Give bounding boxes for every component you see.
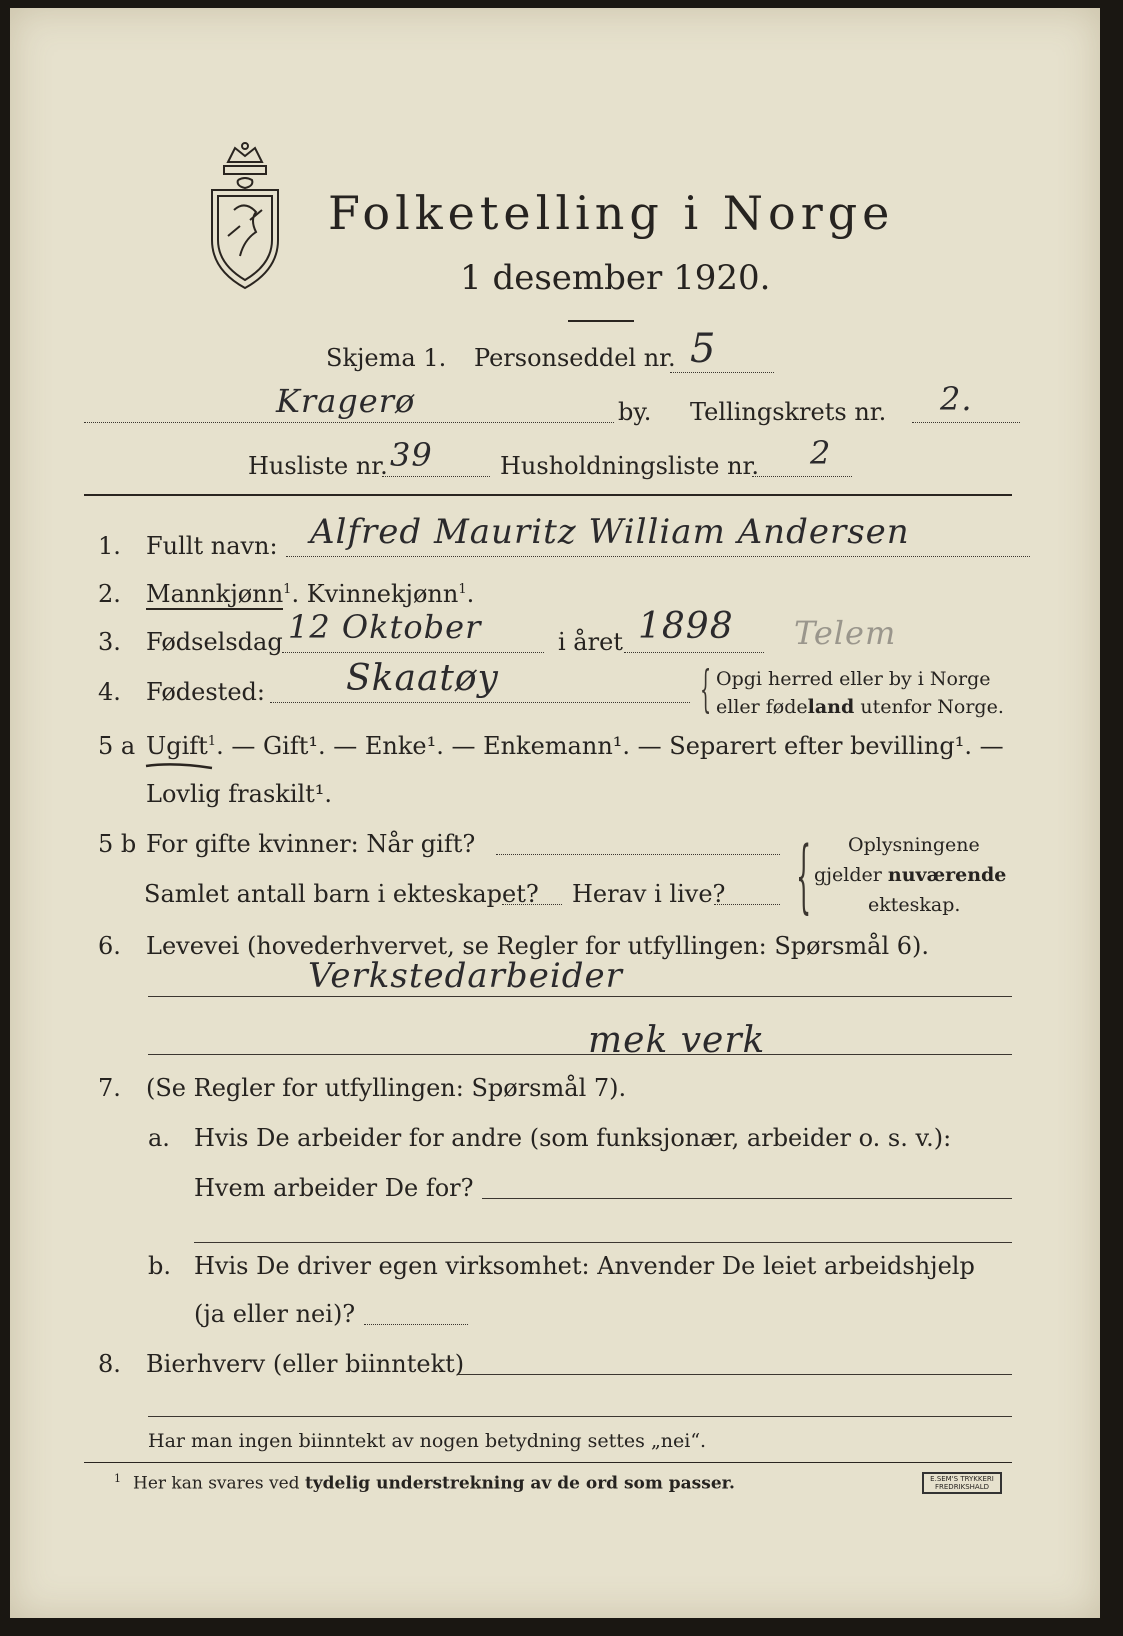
form-title: Folketelling i Norge <box>328 186 895 240</box>
q8-label: Bierhverv (eller biinntekt) <box>146 1350 465 1378</box>
skjema-label: Skjema 1. <box>326 344 447 372</box>
q2-male-option: Mannkjønn <box>146 580 284 608</box>
personseddel-dotted-line <box>670 372 774 373</box>
q3-day-value: 12 Oktober <box>288 608 482 646</box>
q4-note-line1: Opgi herred eller by i Norge <box>716 668 991 690</box>
q2-sex-options: Mannkjønn$^1$. Kvinnekjønn$^1$. <box>146 580 475 608</box>
q1-number: 1. <box>98 532 121 560</box>
q7b-dotted-line <box>364 1324 468 1325</box>
husholdning-dotted-line <box>752 476 852 477</box>
personseddel-label: Personseddel nr. <box>474 344 676 372</box>
q2-number: 2. <box>98 580 121 608</box>
husholdning-label: Husholdningsliste nr. <box>500 452 759 480</box>
q5b-children-label: Samlet antall barn i ekteskapet? <box>144 880 539 908</box>
q6-line2 <box>148 1054 1012 1055</box>
coat-of-arms-icon <box>200 140 290 290</box>
q4-dotted-line <box>270 702 690 703</box>
q4-note-line2: eller fødeland utenfor Norge. <box>716 696 1004 718</box>
census-date: 1 desember 1920. <box>460 258 771 298</box>
q3-day-dotted-line <box>282 652 544 653</box>
husliste-value: 39 <box>390 436 433 474</box>
q4-birthplace-value: Skaatøy <box>346 658 499 699</box>
q8-number: 8. <box>98 1350 121 1378</box>
by-dotted-line <box>84 422 614 423</box>
husliste-dotted-line <box>382 476 490 477</box>
q7-label: (Se Regler for utfyllingen: Spørsmål 7). <box>146 1074 627 1102</box>
tellingskrets-label: Tellingskrets nr. <box>690 398 887 426</box>
q7a-answer-line1 <box>482 1198 1012 1199</box>
q5b-children-dotted-line <box>502 904 562 905</box>
q5b-note-line2: gjelder nuværende <box>814 864 1007 886</box>
q6-workplace-value: mek verk <box>588 1020 766 1061</box>
census-form-sheet <box>10 8 1100 1618</box>
husholdning-value: 2 <box>810 434 832 472</box>
footnote: $^1$ Her kan svares ved tydelig understrekning av de ord som passer. <box>114 1472 735 1494</box>
by-value: Kragerø <box>276 382 416 420</box>
q6-occupation-value: Verkstedarbeider <box>308 956 623 996</box>
q3-year-label: i året <box>558 628 623 656</box>
q3-year-dotted-line <box>624 652 764 653</box>
q6-line1 <box>148 996 1012 997</box>
q8-answer-line1 <box>458 1374 1012 1375</box>
q5a-options: Ugift$^1$. — Gift¹. — Enke¹. — Enkemann¹. — Separert efter bevilling¹. — <box>146 732 1004 760</box>
q5b-note-line1: Oplysningene <box>848 834 980 856</box>
title-divider <box>568 320 634 322</box>
q1-full-name-value: Alfred Mauritz William Andersen <box>310 512 910 552</box>
q1-label: Fullt navn: <box>146 532 278 560</box>
q7-number: 7. <box>98 1074 121 1102</box>
q5b-note-line3: ekteskap. <box>868 894 961 916</box>
q7b-line1: Hvis De driver egen virksomhet: Anvender De leiet arbeidshjelp <box>194 1252 975 1280</box>
q7b-letter: b. <box>148 1252 171 1280</box>
personseddel-value: 5 <box>690 326 717 372</box>
q1-dotted-line <box>286 556 1030 557</box>
q7a-line2: Hvem arbeider De for? <box>194 1174 474 1202</box>
income-note: Har man ingen biinntekt av nogen betydning settes „nei“. <box>148 1430 707 1452</box>
q5a-ugift-underline <box>144 760 214 772</box>
q5b-number: 5 b <box>98 830 137 858</box>
husliste-label: Husliste nr. <box>248 452 388 480</box>
q8-answer-line2 <box>148 1416 1012 1417</box>
tellingskrets-dotted-line <box>912 422 1020 423</box>
q4-number: 4. <box>98 678 121 706</box>
q4-label: Fødested: <box>146 678 265 706</box>
q7a-line1: Hvis De arbeider for andre (som funksjonær, arbeider o. s. v.): <box>194 1124 952 1152</box>
q5b-alive-dotted-line <box>714 904 780 905</box>
header-rule <box>84 494 1012 496</box>
footer-rule <box>84 1462 1012 1463</box>
tellingskrets-value: 2. <box>940 380 973 418</box>
q3-extra-note: Telem <box>794 614 897 652</box>
q3-year-value: 1898 <box>638 606 734 647</box>
q5b-alive-label: Herav i live? <box>572 880 726 908</box>
q6-label: Levevei (hovederhvervet, se Regler for utfyllingen: Spørsmål 6). <box>146 932 930 960</box>
q5b-when-dotted-line <box>496 854 780 855</box>
q5a-line2: Lovlig fraskilt¹. <box>146 780 333 808</box>
q3-label: Fødselsdag <box>146 628 283 656</box>
q6-number: 6. <box>98 932 121 960</box>
q7a-letter: a. <box>148 1124 170 1152</box>
q7a-answer-line2 <box>194 1242 1012 1243</box>
q7b-line2: (ja eller nei)? <box>194 1300 356 1328</box>
q4-brace: { <box>700 660 712 718</box>
q5b-line1: For gifte kvinner: Når gift? <box>146 830 476 858</box>
q2-female-option: Kvinnekjønn <box>306 580 459 608</box>
q3-number: 3. <box>98 628 121 656</box>
q5a-ugift-option: Ugift <box>146 732 208 760</box>
by-label: by. <box>618 398 652 426</box>
q5b-brace: { <box>796 829 812 922</box>
printer-stamp: E.SEM'S TRYKKERI FREDRIKSHALD <box>922 1472 1002 1494</box>
q5a-number: 5 a <box>98 732 136 760</box>
